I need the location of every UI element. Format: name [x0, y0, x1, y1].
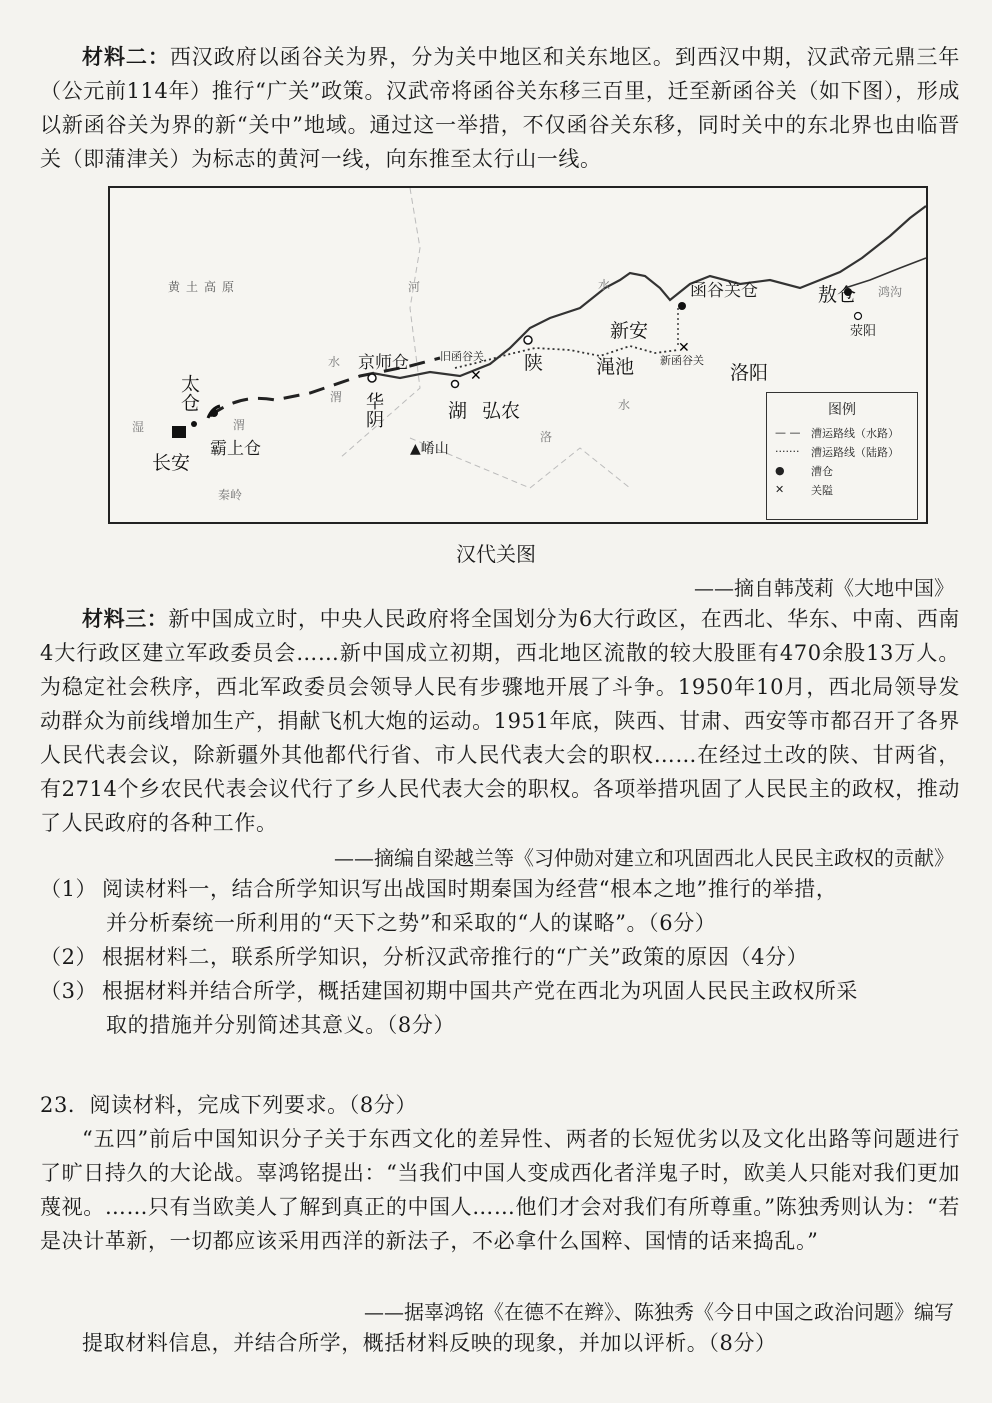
legend-item-land-route	[767, 442, 917, 461]
label-changan: 长安	[152, 452, 191, 474]
question-1-number: （1）	[40, 877, 98, 901]
han-dynasty-pass-map	[108, 186, 928, 524]
granary-dot-jingshi	[368, 374, 376, 382]
label-shan: 陕	[524, 352, 544, 374]
label-luoyang: 洛阳	[730, 362, 769, 384]
question-3-line1: 根据材料并结合所学，概括建国初期中国共产党在西北为巩固人民民主政权所采	[102, 979, 858, 1003]
question-2	[40, 940, 960, 974]
q23-paragraph	[40, 1122, 960, 1258]
q23-heading: 23．阅读材料，完成下列要求。（8分）	[40, 1093, 417, 1117]
label-aocang: 敖仓	[818, 284, 857, 306]
label-jingshicang: 京师仓	[358, 353, 409, 373]
label-new-hangu-pass: 新函谷关	[660, 354, 704, 367]
legend-item-pass	[767, 480, 917, 499]
granary-dot-hanguguan	[678, 302, 686, 310]
new-pass-x: ✕	[678, 340, 690, 356]
map-legend	[766, 392, 918, 520]
label-xinan: 新安	[610, 320, 649, 342]
material2-paragraph	[40, 40, 960, 176]
q23-task-paragraph	[40, 1326, 960, 1360]
label-old-hangu-pass: 旧函谷关	[440, 350, 484, 363]
label-loess-plateau: 黄土高原	[168, 280, 241, 294]
label-river-he: 河	[408, 280, 421, 294]
label-river-wei2: 渭	[330, 390, 343, 404]
material3-text: 新中国成立时，中央人民政府将全国划分为6大行政区，在西北、华东、中南、西南4大行政区建立军政委员会……新中国成立初期，西北地区流散的较大股匪有470余股13万人。为稳定社会秩序，西北军政委员会领导人民有步骤地开展了斗争。1950年10月，西北局领导发动群众为前线增加生产，捐献飞机大炮的运动。1951年底，陕西、甘肃、西安等市都召开了各界人民代表会议，除新疆外其他都代行省、市人民代表大会的职权……在经过土改的陕、甘两省，有2714个乡农民代表会议代行了乡人民代表大会的职权。各项举措巩固了人民民主的政权，推动了人民政府的各种工作。	[40, 607, 960, 835]
legend-item-water-route	[767, 423, 917, 442]
legend-label-granary: 漕仓	[811, 464, 833, 478]
q23-task: 提取材料信息，并结合所学，概括材料反映的现象，并加以评析。（8分）	[82, 1331, 777, 1355]
q23-source: ——据辜鸿铭《在德不在辫》、陈独秀《今日中国之政治问题》编写	[364, 1300, 954, 1324]
faint-boundary	[340, 188, 630, 488]
question-3-number: （3）	[40, 979, 98, 1003]
label-qinling: 秦岭	[218, 488, 243, 502]
map-source: ——摘自韩茂莉《大地中国》	[694, 576, 954, 600]
label-honggou: 鸿沟	[878, 285, 903, 299]
legend-item-granary	[767, 461, 917, 480]
label-river-wei: 渭	[233, 418, 246, 432]
granary-dot-shan	[524, 336, 532, 344]
question-1	[40, 872, 960, 940]
old-pass-x: ✕	[470, 368, 482, 384]
label-xingyang: 荥阳	[850, 324, 877, 339]
legend-label-water: 漕运路线（水路）	[811, 426, 899, 440]
label-xiaoshan: ▲崤山	[410, 441, 449, 457]
label-hanguguancang: 函谷关仓	[690, 281, 758, 301]
question-3-line2: 取的措施并分别简述其意义。（8分）	[106, 1013, 456, 1037]
changan-city-marker	[172, 426, 186, 438]
material3-label: 材料三：	[82, 606, 169, 631]
granary-symbol: ●	[775, 464, 785, 477]
taicang-dot	[191, 421, 197, 427]
question-2-number: （2）	[40, 945, 98, 969]
material3-paragraph	[40, 602, 960, 840]
question-1-line2: 并分析秦统一所利用的“天下之势”和采取的“人的谋略”。（6分）	[106, 911, 717, 935]
material3-source: ——摘编自梁越兰等《习仲勋对建立和巩固西北人民民主政权的贡献》	[334, 846, 954, 870]
label-shi: 湿	[132, 420, 145, 434]
legend-label-pass: 关隘	[811, 483, 833, 497]
label-huayin: 华阴	[363, 392, 384, 428]
label-river-shui1: 水	[598, 278, 611, 292]
label-hu: 湖	[448, 400, 468, 422]
label-taicang: 太仓	[178, 374, 200, 412]
label-river-shui3: 水	[618, 398, 631, 412]
legend-title: 图例	[828, 402, 856, 418]
label-mianchi: 渑池	[596, 356, 635, 378]
map-caption: 汉代关图	[456, 542, 536, 566]
water-route-symbol: — —	[775, 426, 801, 439]
label-river-luo: 洛	[540, 430, 553, 444]
q23-text: “五四”前后中国知识分子关于东西文化的差异性、两者的长短优劣以及文化出路等问题进行了旷日持久的大论战。辜鸿铭提出：“当我们中国人变成西化者洋鬼子时，欧美人只能对我们更加蔑视。……只有当欧美人了解到真正的中国人……他们才会对我们有所尊重。”陈独秀则认为：“若是决计革新，一切都应该采用西洋的新法子，不必拿什么国粹、国情的话来捣乱。”	[40, 1127, 960, 1253]
legend-label-land: 漕运路线（陆路）	[811, 445, 899, 459]
question-2-line1: 根据材料二，联系所学知识，分析汉武帝推行的“广关”政策的原因（4分）	[102, 945, 809, 969]
land-route-symbol: ·······	[775, 445, 800, 458]
question-3	[40, 974, 960, 1042]
label-river-shui2: 水	[328, 355, 341, 369]
question-1-line1: 阅读材料一，结合所学知识写出战国时期秦国为经营“根本之地”推行的举措，	[102, 877, 838, 901]
label-bashangcang: 霸上仓	[210, 439, 261, 459]
label-hongnong: 弘农	[482, 400, 521, 422]
granary-dot-hongnong	[452, 381, 459, 388]
material2-label: 材料二：	[82, 44, 170, 69]
pass-symbol: ✕	[775, 483, 785, 496]
material2-text: 西汉政府以函谷关为界，分为关中地区和关东地区。到西汉中期，汉武帝元鼎三年（公元前114年）推行“广关”政策。汉武帝将函谷关东移三百里，迁至新函谷关（如下图），形成以新函谷关为界的新“关中”地域。通过这一举措，不仅函谷关东移，同时关中的东北界也由临晋关（即蒲津关）为标志的黄河一线，向东推至太行山一线。	[40, 45, 960, 171]
granary-dot-xingyang	[855, 313, 862, 320]
